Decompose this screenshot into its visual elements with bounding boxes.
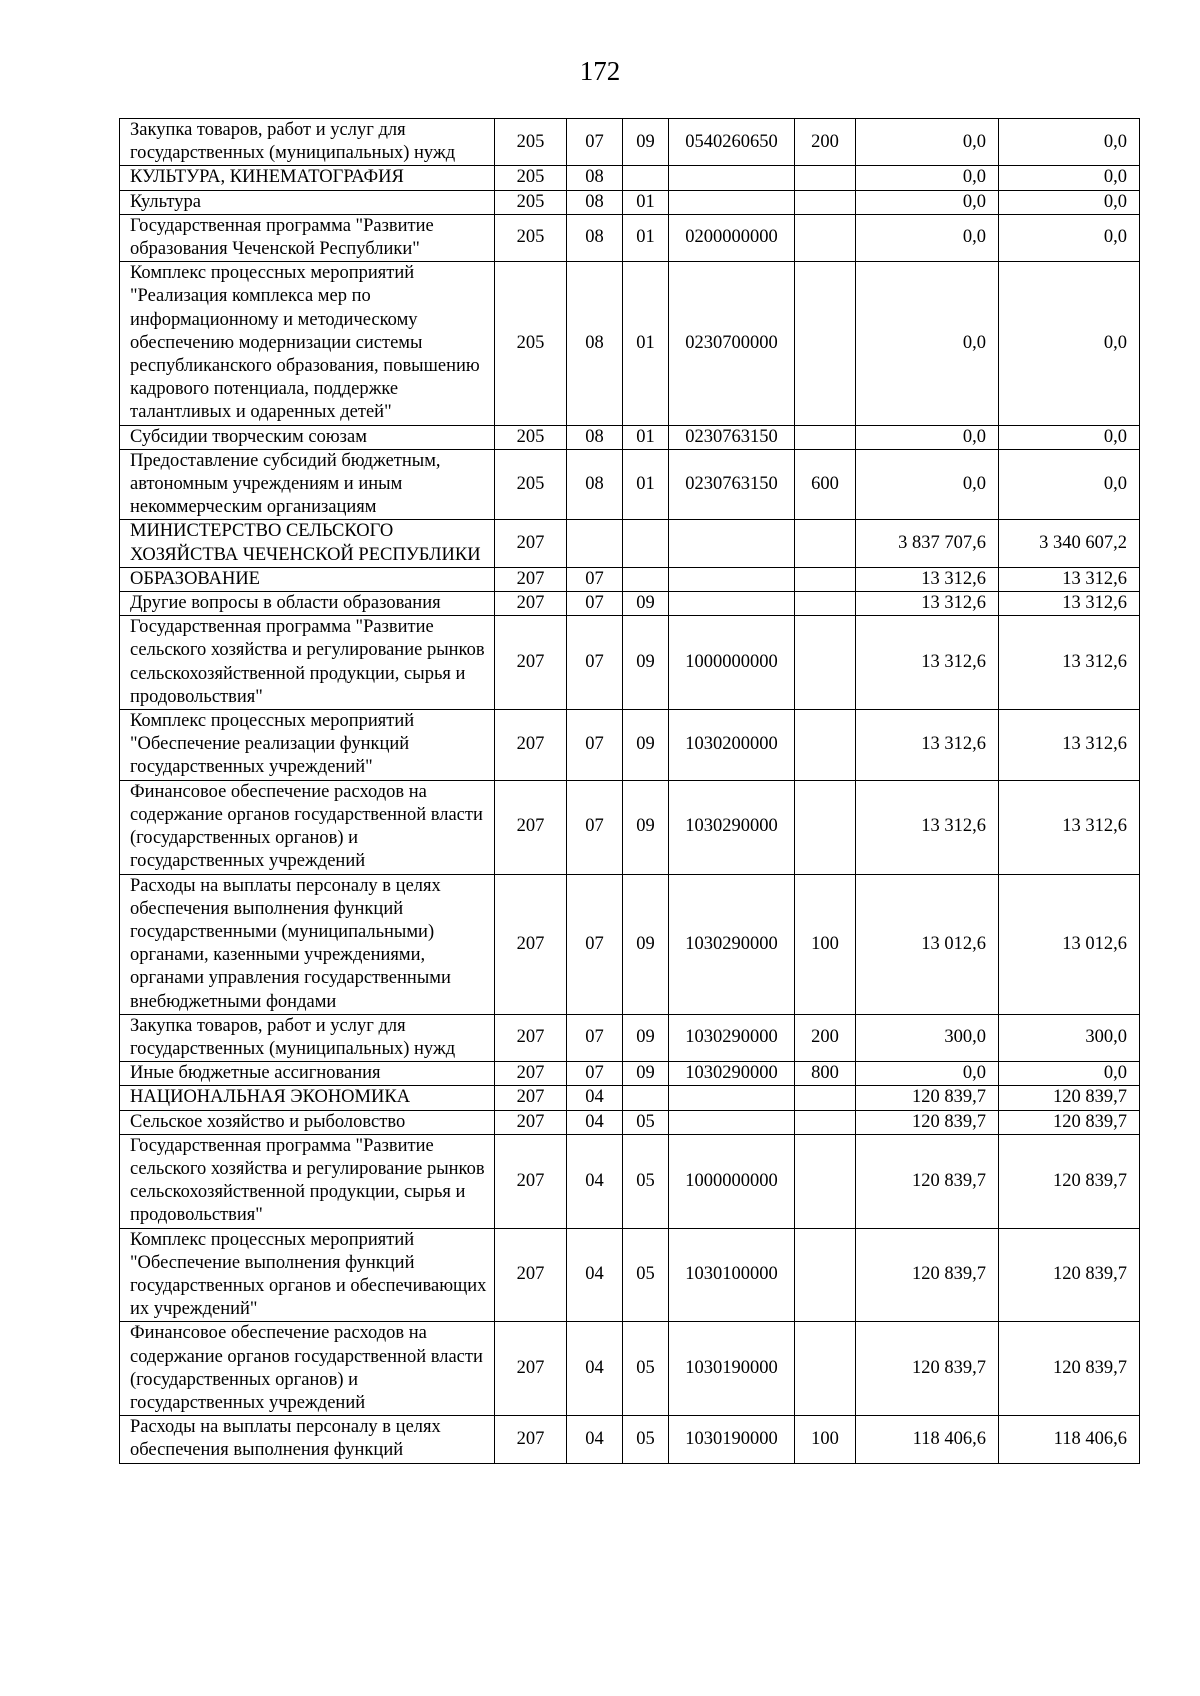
target-article-code: 1000000000	[669, 616, 795, 710]
expense-type-code	[795, 425, 856, 449]
ministry-code: 207	[495, 567, 567, 591]
table-row	[120, 449, 1140, 520]
expense-type-code	[795, 710, 856, 781]
subsection-code: 05	[623, 1110, 669, 1134]
table-row	[120, 592, 1140, 616]
amount-second: 120 839,7	[999, 1134, 1140, 1228]
ministry-code: 205	[495, 425, 567, 449]
expense-type-code	[795, 1322, 856, 1416]
amount-first: 120 839,7	[856, 1228, 999, 1322]
expense-type-code	[795, 190, 856, 214]
subsection-code: 09	[623, 119, 669, 166]
amount-second: 13 312,6	[999, 616, 1140, 710]
row-name: Государственная программа "Развитие сельского хозяйства и регулирование рынков сельскохозяйственной продукции, сырья и продовольствия"	[120, 1134, 495, 1228]
target-article-code: 1030290000	[669, 1014, 795, 1061]
expense-type-code: 800	[795, 1062, 856, 1086]
section-code: 08	[567, 166, 623, 190]
expense-type-code: 100	[795, 1416, 856, 1463]
target-article-code: 1030100000	[669, 1228, 795, 1322]
amount-first: 0,0	[856, 214, 999, 261]
row-name: Комплекс процессных мероприятий "Обеспечение выполнения функций государственных органов и обеспечивающих их учреждений"	[120, 1228, 495, 1322]
table-row	[120, 425, 1140, 449]
amount-first: 13 012,6	[856, 874, 999, 1014]
subsection-code: 05	[623, 1322, 669, 1416]
amount-first: 120 839,7	[856, 1110, 999, 1134]
amount-first: 0,0	[856, 119, 999, 166]
table-row	[120, 262, 1140, 425]
expense-type-code: 600	[795, 449, 856, 520]
amount-first: 120 839,7	[856, 1322, 999, 1416]
target-article-code: 1030290000	[669, 1062, 795, 1086]
target-article-code: 1030190000	[669, 1322, 795, 1416]
amount-first: 13 312,6	[856, 567, 999, 591]
budget-table	[119, 118, 1140, 1464]
ministry-code: 205	[495, 166, 567, 190]
ministry-code: 207	[495, 1110, 567, 1134]
section-code: 08	[567, 425, 623, 449]
amount-first: 120 839,7	[856, 1086, 999, 1110]
amount-second: 300,0	[999, 1014, 1140, 1061]
target-article-code	[669, 1110, 795, 1134]
table-row	[120, 119, 1140, 166]
target-article-code: 0200000000	[669, 214, 795, 261]
row-name: Финансовое обеспечение расходов на содержание органов государственной власти (государственных органов) и государственных учреждений	[120, 1322, 495, 1416]
section-code: 04	[567, 1134, 623, 1228]
subsection-code: 01	[623, 214, 669, 261]
row-name: КУЛЬТУРА, КИНЕМАТОГРАФИЯ	[120, 166, 495, 190]
amount-first: 0,0	[856, 262, 999, 425]
target-article-code: 1030290000	[669, 780, 795, 874]
target-article-code: 0230763150	[669, 449, 795, 520]
row-name: ОБРАЗОВАНИЕ	[120, 567, 495, 591]
amount-second: 0,0	[999, 190, 1140, 214]
subsection-code: 01	[623, 425, 669, 449]
row-name: Сельское хозяйство и рыболовство	[120, 1110, 495, 1134]
ministry-code: 207	[495, 520, 567, 567]
target-article-code	[669, 567, 795, 591]
amount-second: 13 312,6	[999, 780, 1140, 874]
expense-type-code: 200	[795, 1014, 856, 1061]
amount-second: 0,0	[999, 425, 1140, 449]
section-code: 07	[567, 567, 623, 591]
ministry-code: 207	[495, 616, 567, 710]
row-name: Предоставление субсидий бюджетным, автономным учреждениям и иным некоммерческим организациям	[120, 449, 495, 520]
subsection-code: 09	[623, 1062, 669, 1086]
section-code	[567, 520, 623, 567]
amount-second: 13 312,6	[999, 567, 1140, 591]
target-article-code: 1030290000	[669, 874, 795, 1014]
subsection-code	[623, 1086, 669, 1110]
target-article-code	[669, 592, 795, 616]
subsection-code: 05	[623, 1228, 669, 1322]
section-code: 07	[567, 710, 623, 781]
table-row	[120, 567, 1140, 591]
expense-type-code	[795, 262, 856, 425]
ministry-code: 207	[495, 874, 567, 1014]
section-code: 04	[567, 1110, 623, 1134]
table-row	[120, 166, 1140, 190]
subsection-code: 09	[623, 1014, 669, 1061]
section-code: 07	[567, 119, 623, 166]
subsection-code: 01	[623, 190, 669, 214]
row-name: Культура	[120, 190, 495, 214]
section-code: 07	[567, 780, 623, 874]
amount-second: 0,0	[999, 1062, 1140, 1086]
ministry-code: 207	[495, 1322, 567, 1416]
subsection-code: 09	[623, 592, 669, 616]
table-row	[120, 1110, 1140, 1134]
subsection-code	[623, 166, 669, 190]
amount-second: 13 312,6	[999, 710, 1140, 781]
subsection-code: 01	[623, 449, 669, 520]
ministry-code: 207	[495, 780, 567, 874]
amount-second: 118 406,6	[999, 1416, 1140, 1463]
ministry-code: 207	[495, 1062, 567, 1086]
amount-second: 0,0	[999, 166, 1140, 190]
section-code: 08	[567, 190, 623, 214]
section-code: 08	[567, 449, 623, 520]
row-name: МИНИСТЕРСТВО СЕЛЬСКОГО ХОЗЯЙСТВА ЧЕЧЕНСКОЙ РЕСПУБЛИКИ	[120, 520, 495, 567]
table-row	[120, 1134, 1140, 1228]
expense-type-code	[795, 1086, 856, 1110]
target-article-code	[669, 190, 795, 214]
amount-first: 120 839,7	[856, 1134, 999, 1228]
expense-type-code: 100	[795, 874, 856, 1014]
section-code: 08	[567, 262, 623, 425]
table-row	[120, 874, 1140, 1014]
ministry-code: 207	[495, 1086, 567, 1110]
table-row	[120, 190, 1140, 214]
ministry-code: 207	[495, 1228, 567, 1322]
expense-type-code	[795, 214, 856, 261]
ministry-code: 207	[495, 1134, 567, 1228]
row-name: Государственная программа "Развитие сельского хозяйства и регулирование рынков сельскохозяйственной продукции, сырья и продовольствия"	[120, 616, 495, 710]
section-code: 04	[567, 1322, 623, 1416]
expense-type-code	[795, 592, 856, 616]
amount-first: 0,0	[856, 190, 999, 214]
amount-second: 0,0	[999, 119, 1140, 166]
amount-second: 3 340 607,2	[999, 520, 1140, 567]
subsection-code: 09	[623, 616, 669, 710]
amount-first: 3 837 707,6	[856, 520, 999, 567]
ministry-code: 205	[495, 119, 567, 166]
row-name: Расходы на выплаты персоналу в целях обеспечения выполнения функций государственными (муниципальными) органами, казенными учреждениями, органами управления государственными внебюджетными фондами	[120, 874, 495, 1014]
section-code: 04	[567, 1086, 623, 1110]
subsection-code: 05	[623, 1416, 669, 1463]
target-article-code: 1030190000	[669, 1416, 795, 1463]
target-article-code: 0230700000	[669, 262, 795, 425]
row-name: НАЦИОНАЛЬНАЯ ЭКОНОМИКА	[120, 1086, 495, 1110]
row-name: Субсидии творческим союзам	[120, 425, 495, 449]
amount-first: 118 406,6	[856, 1416, 999, 1463]
table-row	[120, 214, 1140, 261]
amount-second: 0,0	[999, 449, 1140, 520]
ministry-code: 205	[495, 262, 567, 425]
ministry-code: 205	[495, 214, 567, 261]
subsection-code: 09	[623, 874, 669, 1014]
amount-second: 120 839,7	[999, 1322, 1140, 1416]
table-row	[120, 1086, 1140, 1110]
table-row	[120, 1014, 1140, 1061]
amount-first: 13 312,6	[856, 592, 999, 616]
expense-type-code	[795, 520, 856, 567]
row-name: Иные бюджетные ассигнования	[120, 1062, 495, 1086]
ministry-code: 207	[495, 710, 567, 781]
subsection-code: 09	[623, 780, 669, 874]
expense-type-code	[795, 166, 856, 190]
subsection-code: 09	[623, 710, 669, 781]
table-body	[120, 119, 1140, 1464]
target-article-code: 1030200000	[669, 710, 795, 781]
amount-first: 13 312,6	[856, 616, 999, 710]
amount-first: 13 312,6	[856, 710, 999, 781]
ministry-code: 207	[495, 1416, 567, 1463]
amount-first: 0,0	[856, 449, 999, 520]
target-article-code	[669, 520, 795, 567]
table-row	[120, 616, 1140, 710]
section-code: 07	[567, 592, 623, 616]
table-row	[120, 1416, 1140, 1463]
table-row	[120, 1228, 1140, 1322]
amount-second: 13 012,6	[999, 874, 1140, 1014]
subsection-code	[623, 520, 669, 567]
amount-second: 0,0	[999, 214, 1140, 261]
subsection-code: 05	[623, 1134, 669, 1228]
amount-second: 120 839,7	[999, 1110, 1140, 1134]
expense-type-code	[795, 1110, 856, 1134]
ministry-code: 205	[495, 449, 567, 520]
table-row	[120, 710, 1140, 781]
section-code: 08	[567, 214, 623, 261]
table-row	[120, 1322, 1140, 1416]
section-code: 07	[567, 1014, 623, 1061]
target-article-code	[669, 1086, 795, 1110]
amount-second: 13 312,6	[999, 592, 1140, 616]
expense-type-code	[795, 616, 856, 710]
ministry-code: 205	[495, 190, 567, 214]
amount-second: 0,0	[999, 262, 1140, 425]
row-name: Закупка товаров, работ и услуг для государственных (муниципальных) нужд	[120, 1014, 495, 1061]
row-name: Другие вопросы в области образования	[120, 592, 495, 616]
ministry-code: 207	[495, 592, 567, 616]
ministry-code: 207	[495, 1014, 567, 1061]
section-code: 04	[567, 1416, 623, 1463]
row-name: Финансовое обеспечение расходов на содержание органов государственной власти (государственных органов) и государственных учреждений	[120, 780, 495, 874]
table-row	[120, 780, 1140, 874]
row-name: Комплекс процессных мероприятий "Реализация комплекса мер по информационному и методическому обеспечению модернизации системы республиканского образования, повышению кадрового потенциала, поддержке талантливых и одаренных детей"	[120, 262, 495, 425]
expense-type-code	[795, 780, 856, 874]
section-code: 07	[567, 1062, 623, 1086]
page-number: 172	[579, 56, 621, 86]
target-article-code: 0540260650	[669, 119, 795, 166]
section-code: 07	[567, 874, 623, 1014]
amount-first: 0,0	[856, 166, 999, 190]
target-article-code: 1000000000	[669, 1134, 795, 1228]
expense-type-code: 200	[795, 119, 856, 166]
amount-first: 300,0	[856, 1014, 999, 1061]
amount-second: 120 839,7	[999, 1086, 1140, 1110]
row-name: Комплекс процессных мероприятий "Обеспечение реализации функций государственных учреждений"	[120, 710, 495, 781]
expense-type-code	[795, 1134, 856, 1228]
subsection-code	[623, 567, 669, 591]
section-code: 07	[567, 616, 623, 710]
expense-type-code	[795, 567, 856, 591]
amount-first: 13 312,6	[856, 780, 999, 874]
expense-type-code	[795, 1228, 856, 1322]
amount-second: 120 839,7	[999, 1228, 1140, 1322]
row-name: Государственная программа "Развитие образования Чеченской Республики"	[120, 214, 495, 261]
amount-first: 0,0	[856, 1062, 999, 1086]
target-article-code: 0230763150	[669, 425, 795, 449]
section-code: 04	[567, 1228, 623, 1322]
subsection-code: 01	[623, 262, 669, 425]
row-name: Закупка товаров, работ и услуг для государственных (муниципальных) нужд	[120, 119, 495, 166]
row-name: Расходы на выплаты персоналу в целях обеспечения выполнения функций	[120, 1416, 495, 1463]
target-article-code	[669, 166, 795, 190]
table-row	[120, 1062, 1140, 1086]
table-row	[120, 520, 1140, 567]
amount-first: 0,0	[856, 425, 999, 449]
